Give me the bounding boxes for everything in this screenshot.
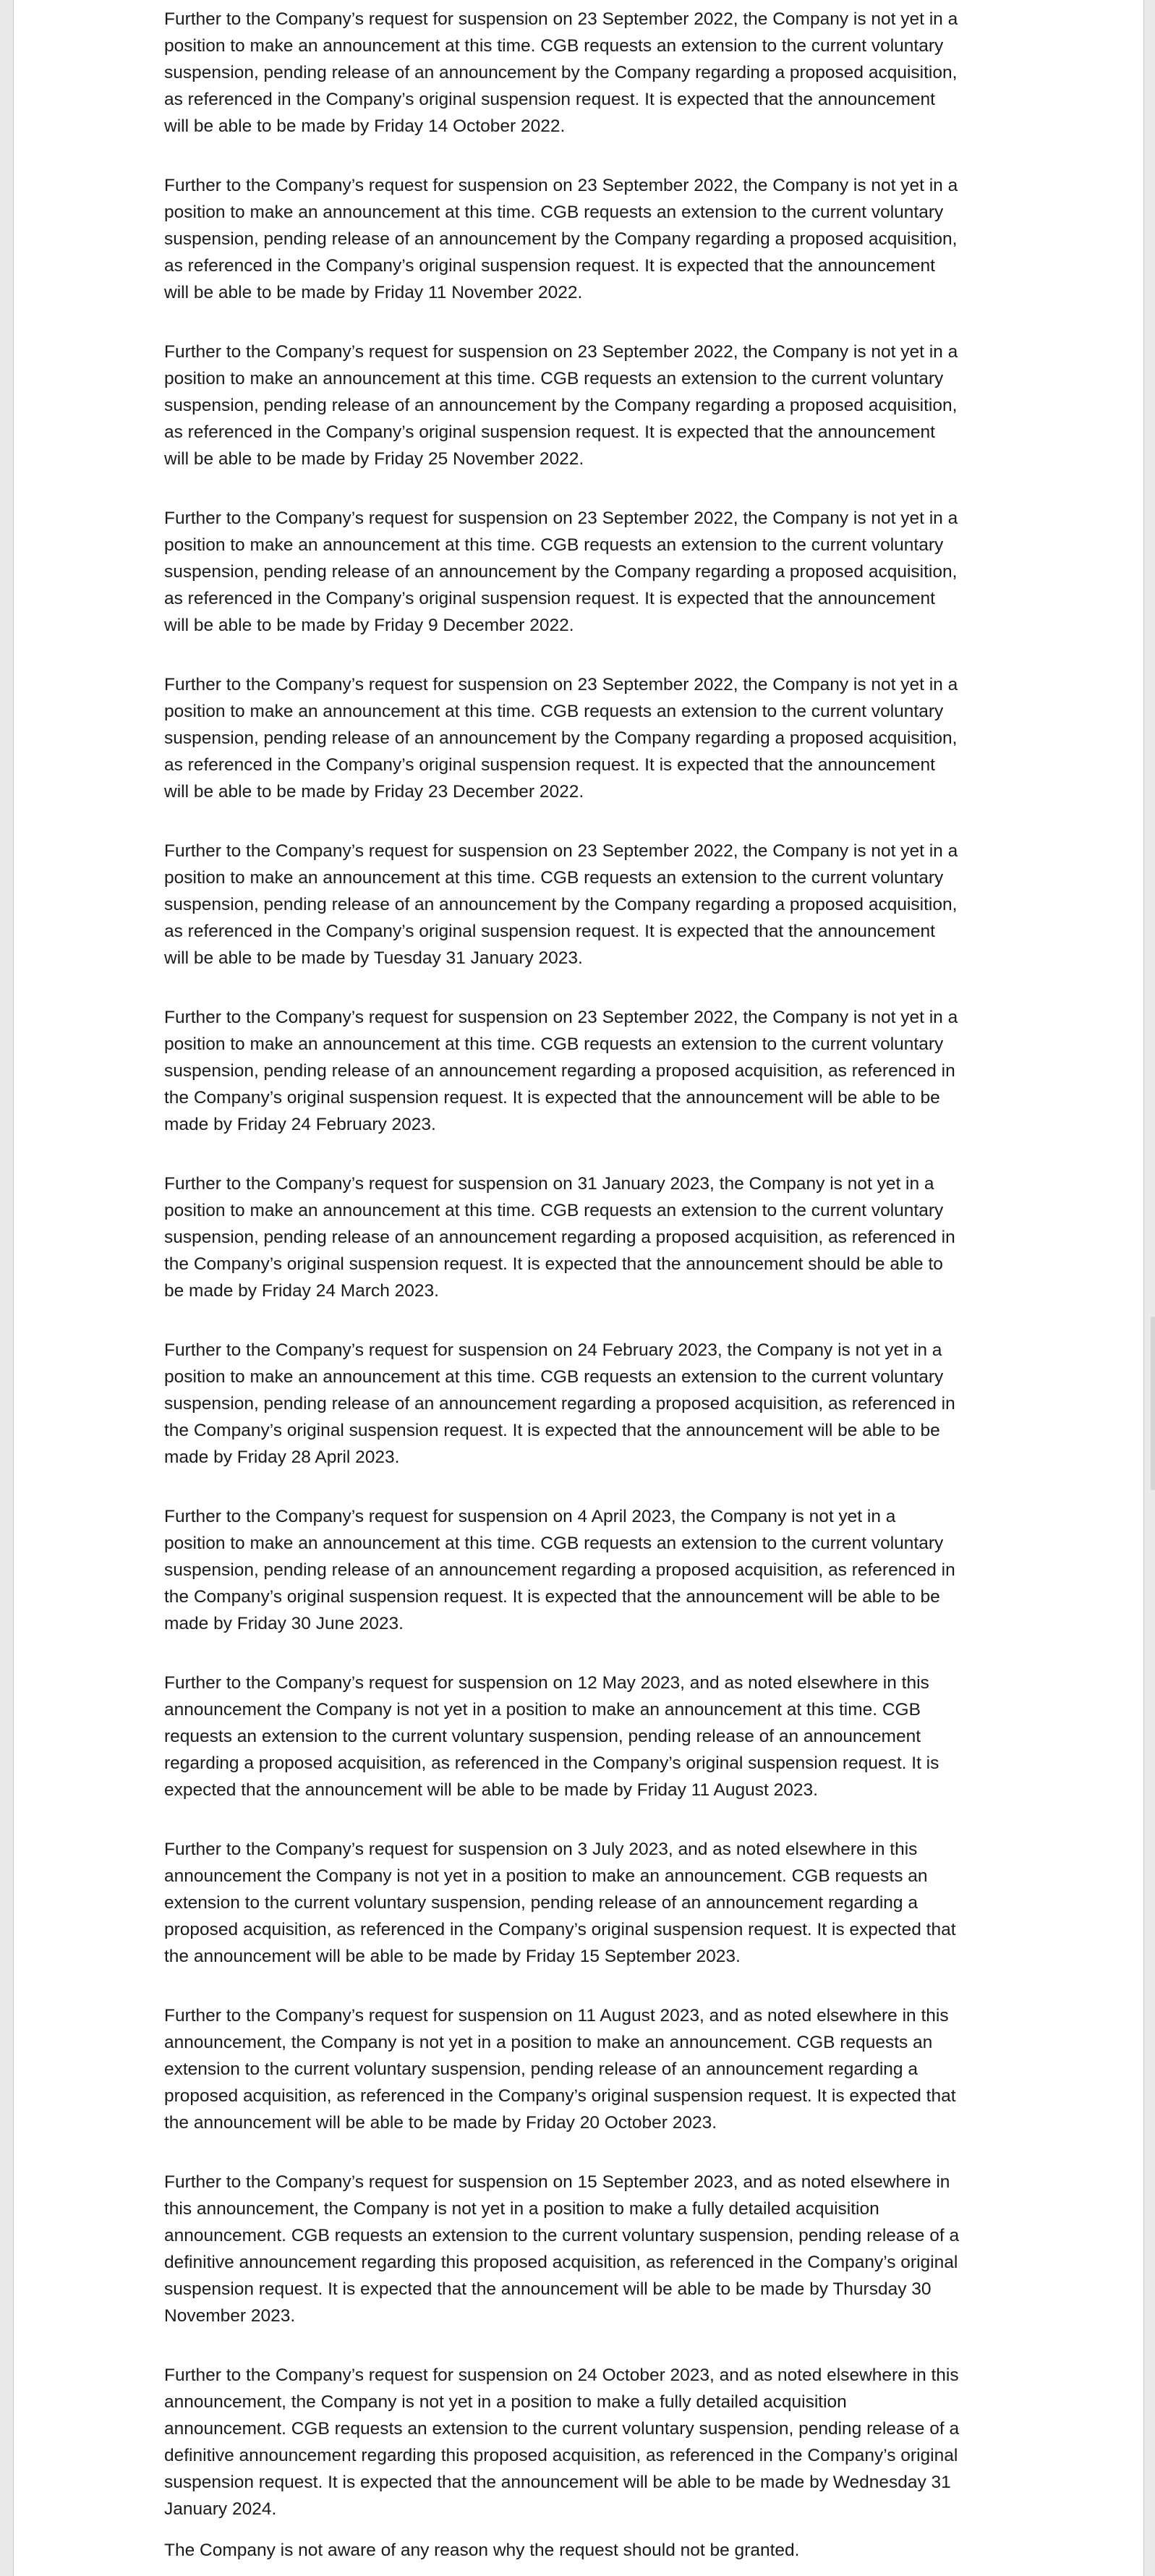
paragraph-extension-3: Further to the Company’s request for suspension on 23 September 2022, the Company is not yet in a position to make an announcement at this time. CGB requests an extension to the current voluntary suspension, pending release of an announcement by the Company regarding a proposed acquisition, as referenced in the Company’s original suspension request. It is expected that the announcement will be able to be made by Friday 25 November 2022. [164,342,958,469]
paragraph-extension-8: Further to the Company’s request for suspension on 31 January 2023, the Company is not yet in a position to make an announcement at this time. CGB requests an extension to the current voluntary suspension, pending release of an announcement regarding a proposed acquisition, as referenced in the Company’s original suspension request. It is expected that the announcement should be able to be made by Friday 24 March 2023. [164,1174,955,1301]
scrollbar-thumb[interactable] [1151,1317,1155,1490]
paragraph-extension-10: Further to the Company’s request for suspension on 4 April 2023, the Company is not yet in a position to make an announcement at this time. CGB requests an extension to the current voluntary suspension, pending release of an announcement regarding a proposed acquisition, as referenced in the Company’s original suspension request. It is expected that the announcement will be able to be made by Friday 30 June 2023. [164,1507,955,1633]
paragraph-extension-15: Further to the Company’s request for suspension on 24 October 2023, and as noted elsewhere in this announcement, the Company is not yet in a position to make a fully detailed acquisition announcement. CGB requests an extension to the current voluntary suspension, pending release of a definitive announcement regarding this proposed acquisition, as referenced in the Company’s original suspension request. It is expected that the announcement will be able to be made by Wednesday 31 January 2024. [164,2365,960,2519]
paragraph-extension-5: Further to the Company’s request for suspension on 23 September 2022, the Company is not yet in a position to make an announcement at this time. CGB requests an extension to the current voluntary suspension, pending release of an announcement by the Company regarding a proposed acquisition, as referenced in the Company’s original suspension request. It is expected that the announcement will be able to be made by Friday 23 December 2022. [164,675,958,802]
paragraph-extension-2: Further to the Company’s request for suspension on 23 September 2022, the Company is not yet in a position to make an announcement at this time. CGB requests an extension to the current voluntary suspension, pending release of an announcement by the Company regarding a proposed acquisition, as referenced in the Company’s original suspension request. It is expected that the announcement will be able to be made by Friday 11 November 2022. [164,176,958,302]
paragraph-extension-4: Further to the Company’s request for suspension on 23 September 2022, the Company is not yet in a position to make an announcement at this time. CGB requests an extension to the current voluntary suspension, pending release of an announcement by the Company regarding a proposed acquisition, as referenced in the Company’s original suspension request. It is expected that the announcement will be able to be made by Friday 9 December 2022. [164,509,958,635]
paragraph-extension-9: Further to the Company’s request for suspension on 24 February 2023, the Company is not yet in a position to make an announcement at this time. CGB requests an extension to the current voluntary suspension, pending release of an announcement regarding a proposed acquisition, as referenced in the Company’s original suspension request. It is expected that the announcement will be able to be made by Friday 28 April 2023. [164,1340,955,1467]
paragraph-extension-7: Further to the Company’s request for suspension on 23 September 2022, the Company is not yet in a position to make an announcement at this time. CGB requests an extension to the current voluntary suspension, pending release of an announcement regarding a proposed acquisition, as referenced in the Company’s original suspension request. It is expected that the announcement will be able to be made by Friday 24 February 2023. [164,1008,958,1134]
closing-statement: The Company is not aware of any reason why the request should not be granted. [164,2541,800,2560]
paragraph-extension-6: Further to the Company’s request for suspension on 23 September 2022, the Company is not yet in a position to make an announcement at this time. CGB requests an extension to the current voluntary suspension, pending release of an announcement by the Company regarding a proposed acquisition, as referenced in the Company’s original suspension request. It is expected that the announcement will be able to be made by Tuesday 31 January 2023. [164,841,958,968]
document-body [164,6,1022,2564]
paragraph-extension-1: Further to the Company’s request for suspension on 23 September 2022, the Company is not yet in a position to make an announcement at this time. CGB requests an extension to the current voluntary suspension, pending release of an announcement by the Company regarding a proposed acquisition, as referenced in the Company’s original suspension request. It is expected that the announcement will be able to be made by Friday 14 October 2022. [164,9,958,136]
paragraph-extension-13: Further to the Company’s request for suspension on 11 August 2023, and as noted elsewhere in this announcement, the Company is not yet in a position to make an announcement. CGB requests an extension to the current voluntary suspension, pending release of an announcement regarding a proposed acquisition, as referenced in the Company’s original suspension request. It is expected that the announcement will be able to be made by Friday 20 October 2023. [164,2006,956,2133]
document-page [13,0,1144,2576]
paragraph-extension-11: Further to the Company’s request for suspension on 12 May 2023, and as noted elsewhere in this announcement the Company is not yet in a position to make an announcement at this time. CGB requests an extension to the current voluntary suspension, pending release of an announcement regarding a proposed acquisition, as referenced in the Company’s original suspension request. It is expected that the announcement will be able to be made by Friday 11 August 2023. [164,1673,939,1800]
paragraph-extension-12: Further to the Company’s request for suspension on 3 July 2023, and as noted elsewhere in this announcement the Company is not yet in a position to make an announcement. CGB requests an extension to the current voluntary suspension, pending release of an announcement regarding a proposed acquisition, as referenced in the Company’s original suspension request. It is expected that the announcement will be able to be made by Friday 15 September 2023. [164,1840,956,1966]
paragraph-extension-14: Further to the Company’s request for suspension on 15 September 2023, and as noted elsewhere in this announcement, the Company is not yet in a position to make a fully detailed acquisition announcement. CGB requests an extension to the current voluntary suspension, pending release of a definitive announcement regarding this proposed acquisition, as referenced in the Company’s original suspension request. It is expected that the announcement will be able to be made by Thursday 30 November 2023. [164,2172,960,2326]
